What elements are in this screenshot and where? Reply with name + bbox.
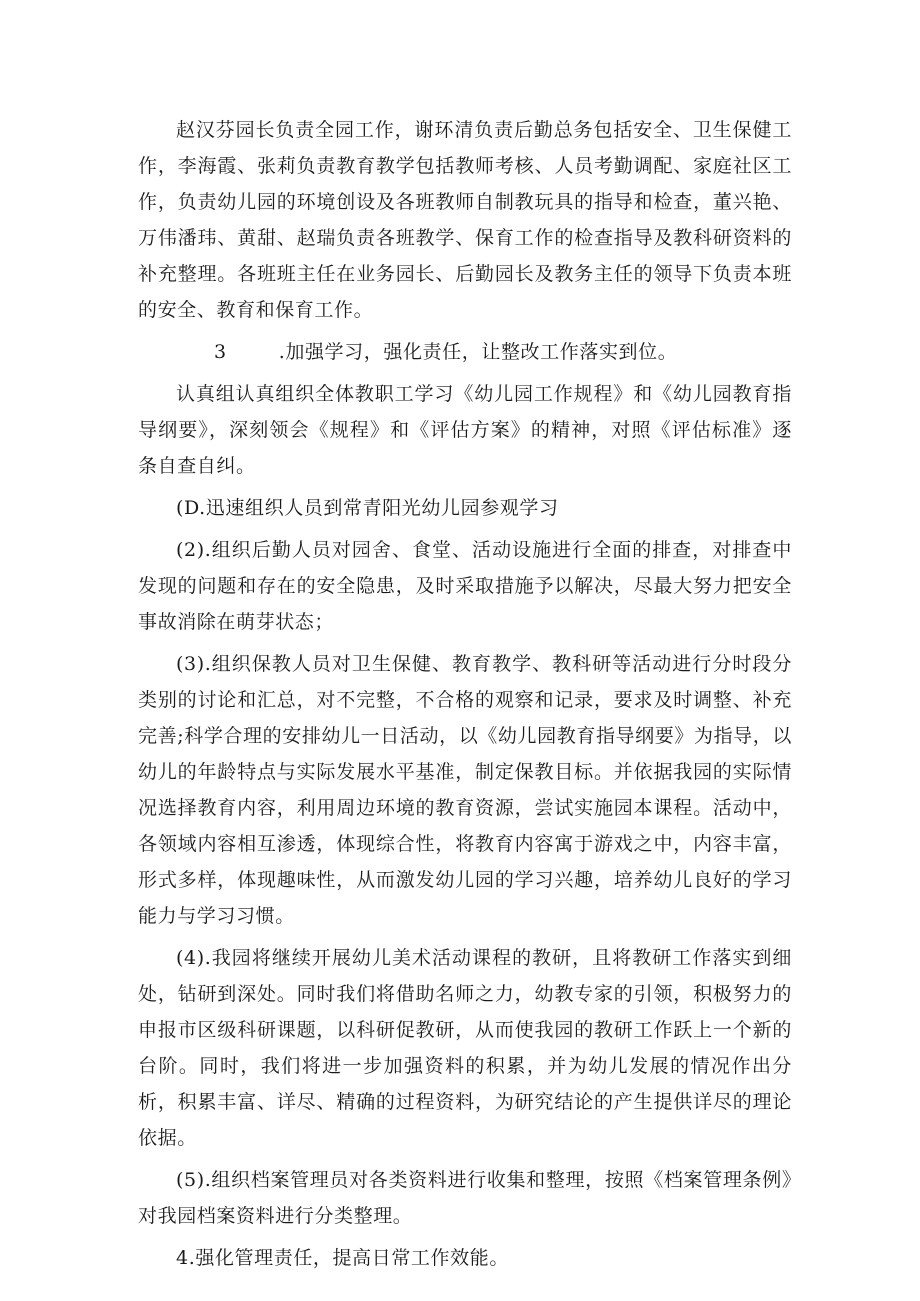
list-item-1: (D.迅速组织人员到常青阳光幼儿园参观学习	[176, 497, 559, 519]
list-item-3: (3).组织保教人员对卫生保健、教育教学、教科研等活动进行分时段分类别的讨论和汇总，对不完整，不合格的观察和记录，要求及时调整、补充完善;科学合理的安排幼儿一日活动，以《幼儿园教育指导纲要》为指导，以幼儿的年龄特点与实际发展水平基准，制定保教目标。并依据我园的实际情况选择教育内容，利用周边环境的教育资源，尝试实施园本课程。活动中，各领域内容相互渗透，体现综合性，将教育内容寓于游戏之中，内容丰富，形式多样，体现趣味性，从而激发幼儿园的学习兴趣，培养幼儿良好的学习能力与学习习惯。	[138, 653, 792, 927]
section-number: 3	[214, 341, 227, 363]
paragraph-staff-responsibilities: 赵汉芬园长负责全园工作，谢环清负责后勤总务包括安全、卫生保健工作，李海霞、张莉负责教育教学包括教师考核、人员考勤调配、家庭社区工作，负责幼儿园的环境创设及各班教师自制教玩具的指导和检查，董兴艳、万伟潘玮、黄甜、赵瑞负责各班教学、保育工作的检查指导及教科研资料的补充整理。各班班主任在业务园长、后勤园长及教务主任的领导下负责本班的安全、教育和保育工作。	[138, 119, 792, 321]
heading-section-3	[138, 334, 792, 370]
heading-section-4: 4.强化管理责任，提高日常工作效能。	[176, 1247, 509, 1269]
document-page	[138, 112, 792, 1282]
list-item-5: (5).组织档案管理员对各类资料进行收集和整理，按照《档案管理条例》对我园档案资料进行分类整理。	[138, 1169, 792, 1227]
paragraph-study: 认真组认真组织全体教职工学习《幼儿园工作规程》和《幼儿园教育指导纲要》，深刻领会《规程》和《评估方案》的精神，对照《评估标准》逐条自查自纠。	[138, 383, 792, 477]
list-item-2: (2).组织后勤人员对园舍、食堂、活动设施进行全面的排查，对排查中发现的问题和存在的安全隐患，及时采取措施予以解决，尽最大努力把安全事故消除在萌芽状态；	[138, 539, 792, 633]
section-title: .加强学习，强化责任，让整改工作落实到位。	[278, 341, 678, 363]
list-item-4: (4).我园将继续开展幼儿美术活动课程的教研，且将教研工作落实到细处，钻研到深处。同时我们将借助名师之力，幼教专家的引领，积极努力的申报市区级科研课题，以科研促教研，从而使我园的教研工作跃上一个新的台阶。同时，我们将进一步加强资料的积累，并为幼儿发展的情况作出分析，积累丰富、详尽、精确的过程资料，为研究结论的产生提供详尽的理论依据。	[138, 947, 792, 1149]
